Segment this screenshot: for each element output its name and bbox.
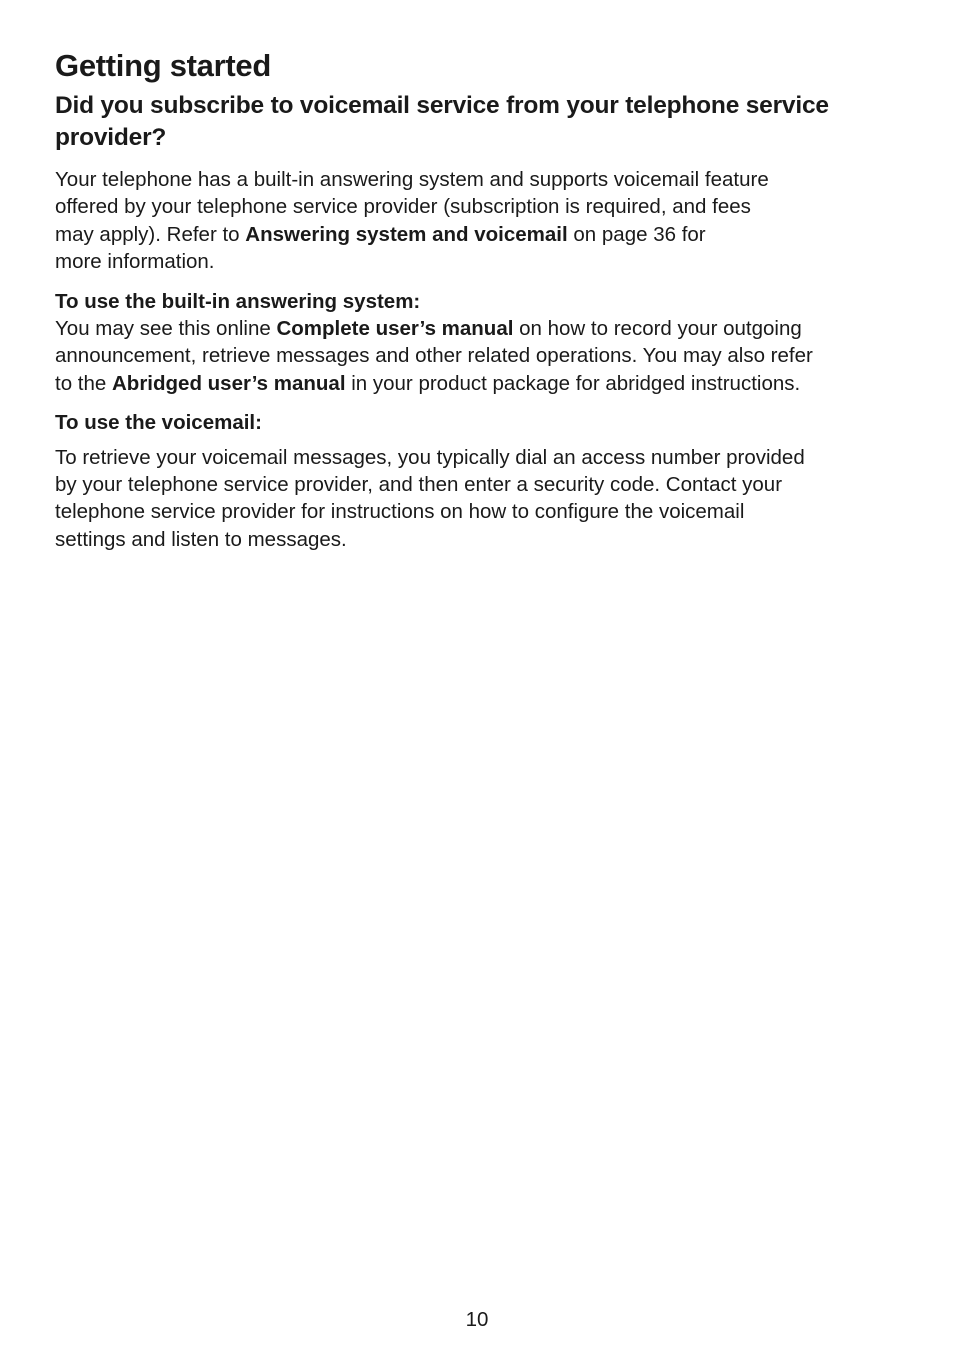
intro-line: Your telephone has a built-in answering system and supports voicemail feature: [55, 168, 769, 191]
complete-manual-reference: Complete user’s manual: [276, 317, 514, 341]
voicemail-line: settings and listen to messages.: [55, 527, 347, 551]
intro-line: more information.: [55, 250, 215, 274]
voicemail-line: To retrieve your voicemail messages, you typically dial an access number provided: [55, 445, 805, 469]
answering-system-heading: To use the built-in answering system:: [55, 289, 421, 313]
document-page: [55, 46, 905, 553]
answering-line-text: in your product package for abridged instructions.: [345, 371, 801, 395]
section-title: Getting started: [55, 48, 271, 83]
voicemail-paragraph: [55, 444, 905, 554]
answering-line-text: to the: [55, 371, 112, 395]
voicemail-heading: To use the voicemail:: [55, 411, 262, 435]
intro-paragraph: [55, 166, 905, 276]
answering-system-reference: Answering system and voicemail: [245, 222, 568, 246]
voicemail-line: telephone service provider for instructions on how to configure the voicemail: [55, 500, 745, 524]
intro-line: offered by your telephone service provider (subscription is required, and fees: [55, 195, 751, 219]
voicemail-line: by your telephone service provider, and then enter a security code. Contact your: [55, 473, 783, 497]
intro-line-text: on page 36 for: [567, 222, 706, 246]
question-heading: Did you subscribe to voicemail service from your telephone service provider?: [55, 92, 829, 151]
intro-line-text: may apply). Refer to: [55, 222, 246, 246]
answering-line-text: on how to record your outgoing: [513, 317, 802, 341]
answering-system-paragraph: [55, 315, 905, 397]
answering-line-text: You may see this online: [55, 317, 277, 341]
page-number: 10: [465, 1308, 489, 1331]
answering-line: announcement, retrieve messages and other related operations. You may also refer: [55, 344, 813, 368]
abridged-manual-reference: Abridged user’s manual: [112, 371, 346, 395]
